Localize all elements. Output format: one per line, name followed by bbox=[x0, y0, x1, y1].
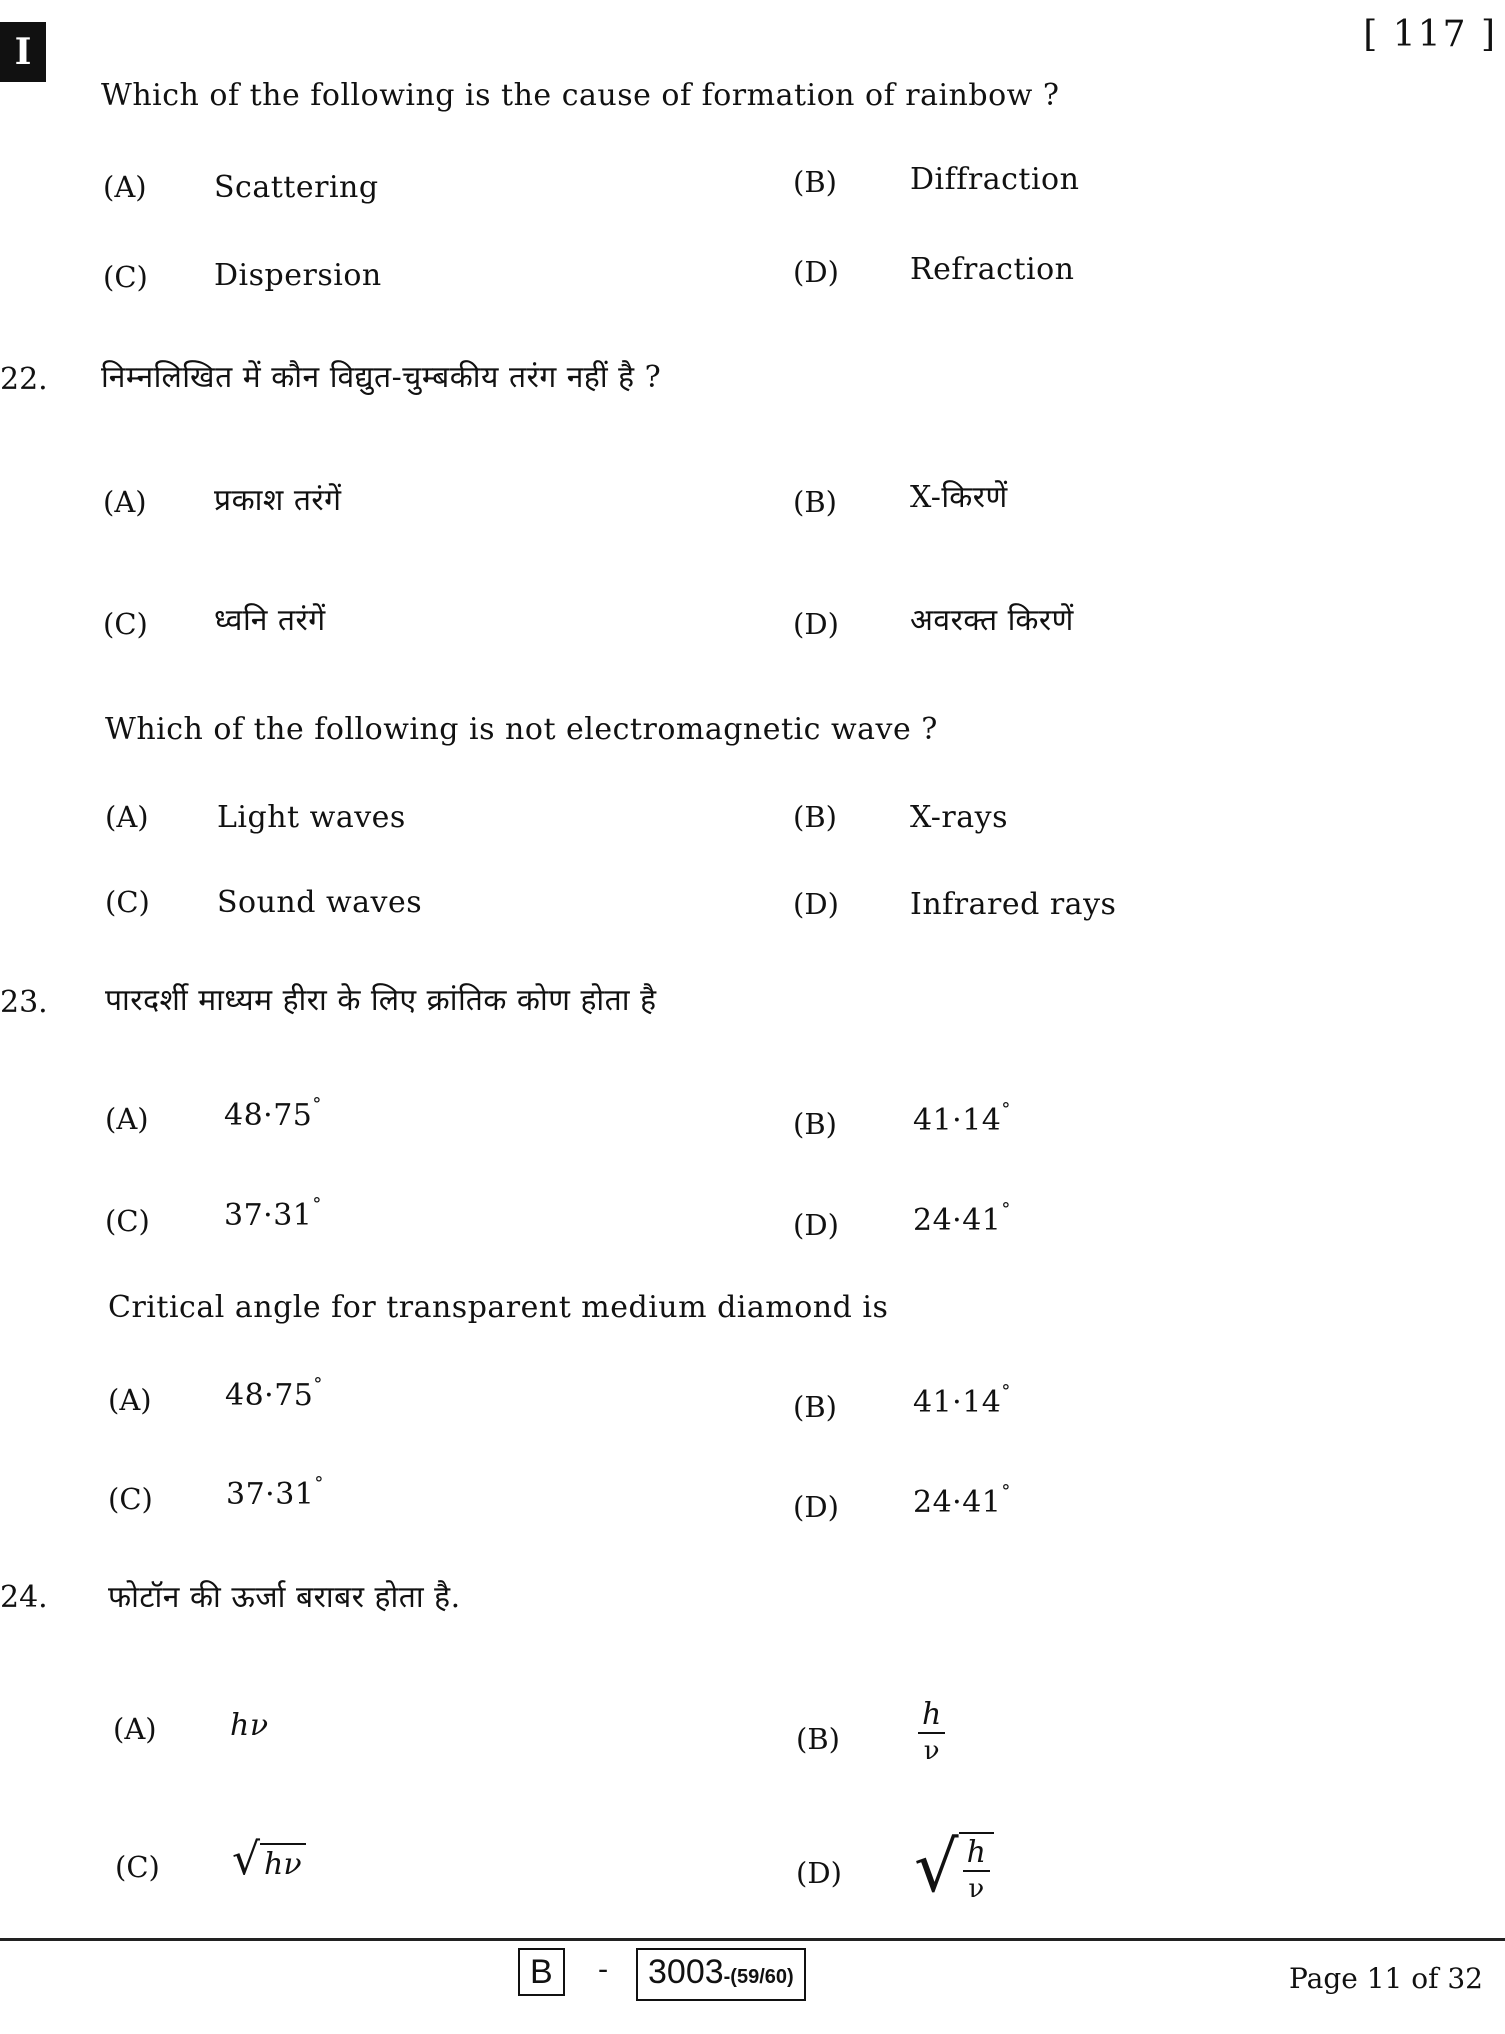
option-label: (B) bbox=[793, 485, 837, 519]
option-text: Dispersion bbox=[214, 258, 382, 293]
option-text: Infrared rays bbox=[910, 887, 1117, 922]
option-value: 41·14° bbox=[913, 1381, 1011, 1420]
question-text: Critical angle for transparent medium diamond is bbox=[108, 1290, 889, 1325]
option-label: (D) bbox=[793, 1208, 839, 1242]
option-value: 41·14° bbox=[913, 1099, 1011, 1138]
option-label: (A) bbox=[108, 1383, 152, 1417]
option-label: (D) bbox=[793, 255, 839, 289]
option-label: (B) bbox=[793, 1390, 837, 1424]
option-text: X-किरणें bbox=[910, 480, 1008, 515]
option-label: (D) bbox=[793, 607, 839, 641]
option-value: 48·75° bbox=[225, 1374, 323, 1413]
option-label: (D) bbox=[793, 1490, 839, 1524]
option-text: प्रकाश तरंगें bbox=[214, 483, 342, 518]
option-label: (B) bbox=[793, 165, 837, 199]
footer-dash: - bbox=[598, 1952, 609, 1987]
option-text: Refraction bbox=[910, 252, 1075, 287]
option-value: 48·75° bbox=[224, 1094, 322, 1133]
option-text: अवरक्त किरणें bbox=[910, 603, 1074, 638]
page-bracket-number: [ 117 ] bbox=[1363, 14, 1497, 55]
option-label: (A) bbox=[105, 800, 149, 834]
option-label: (B) bbox=[796, 1722, 840, 1756]
question-number: 24. bbox=[0, 1580, 48, 1615]
option-text: Scattering bbox=[214, 170, 379, 205]
option-sqrt-fraction: √ $\frac{h}{\nu}$ bbox=[914, 1832, 994, 1902]
option-text: Diffraction bbox=[910, 162, 1080, 197]
page-indicator: Page 11 of 32 bbox=[1289, 1962, 1483, 1995]
footer-divider bbox=[0, 1938, 1505, 1941]
question-text: पारदर्शी माध्यम हीरा के लिए क्रांतिक कोण होता है bbox=[105, 983, 657, 1018]
option-label: (B) bbox=[793, 800, 837, 834]
option-text: ध्वनि तरंगें bbox=[214, 603, 326, 638]
option-label: (C) bbox=[115, 1850, 160, 1884]
option-label: (C) bbox=[103, 607, 148, 641]
option-label: (D) bbox=[796, 1856, 842, 1890]
option-label: (A) bbox=[103, 170, 147, 204]
option-label: (A) bbox=[103, 485, 147, 519]
series-box: B bbox=[518, 1948, 565, 1996]
option-text: X-rays bbox=[910, 800, 1008, 835]
question-text: Which of the following is the cause of formation of rainbow ? bbox=[101, 78, 1060, 113]
option-text: Sound waves bbox=[217, 885, 423, 920]
option-sqrt: √ hν bbox=[232, 1838, 306, 1882]
option-formula: hν bbox=[230, 1708, 269, 1743]
option-label: (C) bbox=[103, 260, 148, 294]
question-number: 22. bbox=[0, 362, 48, 397]
option-text: Light waves bbox=[217, 800, 406, 835]
question-text: निम्नलिखित में कौन विद्युत-चुम्बकीय तरंग नहीं है ? bbox=[101, 360, 662, 395]
option-value: 24·41° bbox=[913, 1481, 1011, 1520]
question-text: फोटॉन की ऊर्जा बराबर होता है. bbox=[108, 1580, 461, 1615]
question-text: Which of the following is not electromagnetic wave ? bbox=[105, 712, 938, 747]
option-label: (B) bbox=[793, 1107, 837, 1141]
option-label: (C) bbox=[105, 1204, 150, 1238]
paper-code-box: 3003-(59/60) bbox=[636, 1948, 806, 2001]
option-label: (C) bbox=[105, 885, 150, 919]
option-value: 37·31° bbox=[226, 1473, 324, 1512]
option-label: (C) bbox=[108, 1482, 153, 1516]
option-value: 24·41° bbox=[913, 1199, 1011, 1238]
option-label: (A) bbox=[105, 1102, 149, 1136]
question-number: 23. bbox=[0, 985, 48, 1020]
option-label: (D) bbox=[793, 887, 839, 921]
option-value: 37·31° bbox=[224, 1194, 322, 1233]
section-badge: I bbox=[0, 22, 46, 82]
option-fraction: $\frac{h}{\nu}$ bbox=[918, 1700, 945, 1764]
option-label: (A) bbox=[113, 1712, 157, 1746]
